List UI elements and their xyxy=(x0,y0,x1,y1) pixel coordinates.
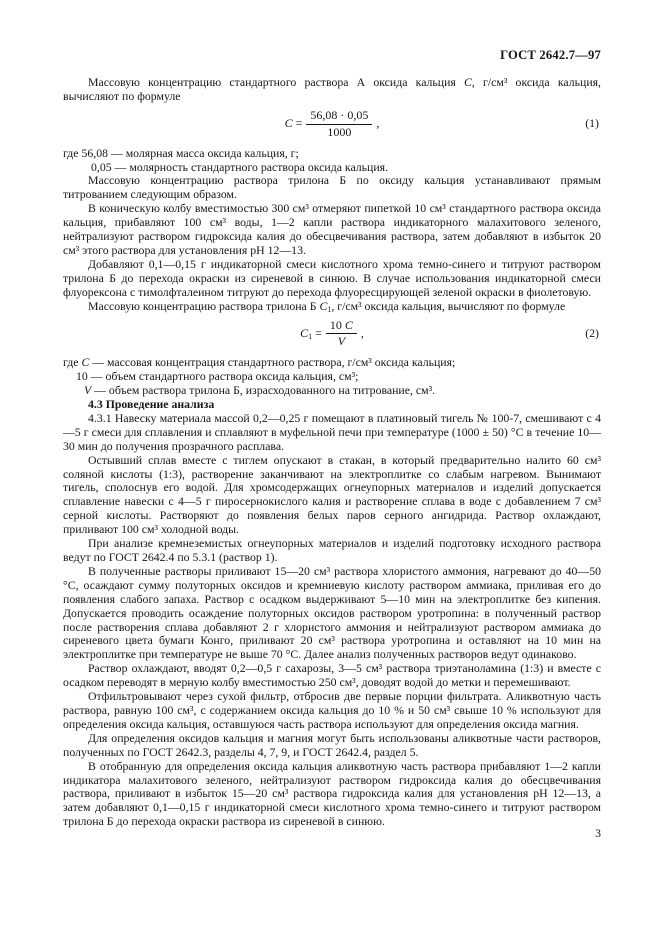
paragraph: Отфильтровывают через сухой фильтр, отбросив две первые порции фильтрата. Аликвотную часть раствора, равную 100 см³, с содержанием оксида кальция до 10 % и 50 см³ свыше 10 % используют для определения оксида кальция, оставшуюся часть раствора используют для определения оксида магния. xyxy=(63,689,601,731)
where-list-2-line-2 xyxy=(63,370,601,384)
dash: — xyxy=(114,159,127,174)
variable-base: С xyxy=(319,298,328,313)
formula-1-lhs: С xyxy=(284,115,293,130)
formula-2-lhs xyxy=(300,326,312,340)
paragraph: В отобранную для определения оксида кальция аликвотную часть раствора прибавляют 1—2 капли индикатора малахитового зеленого, нейтрализуют раствором гидроксида калия до обесцвечивания раствора, приливают в избыток 15—20 см³ раствора гидроксида калия для установления рН 12—13, а затем добавляют 0,1—0,15 г индикаторной смеси кислотного хрома темно-синего и титруют раствором трилона Б до перехода окраски раствора из сиреневой в синюю. xyxy=(63,758,601,829)
text-run: , г/см³ оксида кальция, вычисляют по формуле xyxy=(331,298,566,313)
paragraph: 4.3.1 Навеску материала массой 0,2—0,25 г помещают в платиновый тигель № 100-7, смешивают с 4—5 г смеси для сплавления и сплавляют в муфельной печи при температуре (1000 ± 50) °С в течение 10—30 мин до получения прозрачного расплава. xyxy=(63,410,601,453)
section-heading-4-3: 4.3 Проведение анализа xyxy=(88,397,215,412)
standard-number: ГОСТ 2642.7—97 xyxy=(500,48,601,62)
document-body xyxy=(63,76,601,829)
denominator: 1000 xyxy=(327,124,352,139)
variable-c1 xyxy=(319,299,331,313)
text-run: Массовую концентрацию стандартного раствора А оксида кальция xyxy=(88,75,456,89)
dash: — xyxy=(110,145,123,160)
where-label: где xyxy=(63,145,79,160)
paragraph-intro-formula-2 xyxy=(63,300,601,314)
paragraph: Для определения оксидов кальция и магния могут быть использованы аликвотные части растворов, полученных по ГОСТ 2642.3, разделы 4, 7, 9, и ГОСТ 2642.4, раздел 5. xyxy=(63,730,601,759)
fraction xyxy=(326,319,357,350)
where-label: где xyxy=(63,355,79,370)
where-definition: массовая концентрация стандартного раствора, г/см³ оксида кальция; xyxy=(107,355,456,370)
numerator xyxy=(326,319,357,335)
where-term: V xyxy=(84,383,92,398)
where-term: 0,05 xyxy=(91,159,112,174)
where-list-2-line-1 xyxy=(63,356,601,370)
paragraph-intro-formula-1 xyxy=(63,76,601,104)
where-definition: объем стандартного раствора оксида кальция, см³; xyxy=(105,369,359,384)
equals-sign: = xyxy=(295,115,303,130)
formula-2-expression xyxy=(300,319,364,350)
comma: , xyxy=(360,325,364,340)
text-run: Массовую концентрацию раствора трилона Б xyxy=(88,298,317,313)
paragraph: В коническую колбу вместимостью 300 см³ отмеряют пипеткой 10 см³ стандартного раствора оксида кальция, прибавляют 100 см³ воды, 1—2 капли раствора индикаторного малахитового зеленого, нейтрализуют раствором гидроксида калия до обесцвечивания раствора, затем добавляют в избыток 20 см³ этого раствора для установления рН 12—13. xyxy=(63,201,601,257)
dash: — xyxy=(94,383,106,398)
paragraph: В полученные растворы приливают 15—20 см³ раствора хлористого аммония, нагревают до 40—50 °С, осаждают сумму полуторных оксидов и кремниевую кислоту раствором аммиака, приливая его до появления слабого запаха. Раствор с осадком выдерживают 5—10 мин на электроплитке без кипения. Допускается проводить осаждение полуторных оксидов раствором уротропина: в полученный раствор после растворения сплава добавляют 2 г хлористого аммония и нейтрализуют раствором аммиака до сиреневого цвета бумаги Конго, приливают 20 см³ раствора уротропина и оставляют на 10 мин на электроплитке при температуре не выше 70 °С. Далее анализ полученных растворов ведут одинаково. xyxy=(63,563,601,662)
lhs-base: С xyxy=(300,325,309,340)
denominator: V xyxy=(337,334,346,349)
numerator-variable: С xyxy=(344,317,353,332)
where-list-1-line-1 xyxy=(63,147,601,161)
paragraph: Остывший сплав вместе с тиглем опускают в стакан, в который предварительно налито 60 см³ соляной кислоты (1:3), растворение заканчивают на электроплитке со слабым нагревом. Вынимают тигель, сполоснув его водой. Для хромсодержащих огнеупорных материалов и изделий допускается сплавление навески с 4—5 г пиросернокислого калия и растворение сплава в воде с добавлением 7 см³ серной кислоты. Растворяют до появления белых паров серного ангидрида. Раствор охлаждают, приливают 100 см³ холодной воды. xyxy=(63,452,601,537)
paragraph: Раствор охлаждают, вводят 0,2—0,5 г сахарозы, 3—5 см³ раствора триэтаноламина (1:3) и вместе с осадком переводят в мерную колбу вместимостью 250 см³, доводят водой до метки и перемешивают. xyxy=(63,661,601,690)
page-header xyxy=(63,48,601,63)
equals-sign: = xyxy=(315,325,322,340)
variable-subscript: 1 xyxy=(327,304,332,314)
formula-2 xyxy=(63,319,601,350)
variable-c: С xyxy=(464,75,472,89)
fraction xyxy=(306,109,372,140)
dash: — xyxy=(92,355,105,370)
where-term: С xyxy=(81,355,90,370)
where-term: 10 xyxy=(76,369,88,384)
formula-2-number: (2) xyxy=(585,325,599,340)
paragraph: При анализе кремнеземистых огнеупорных материалов и изделий подготовку исходного раствора ведут по ГОСТ 2642.4 по 5.3.1 (раствор 1). xyxy=(63,536,601,564)
comma: , xyxy=(376,115,380,130)
where-definition: объем раствора трилона Б, израсходованного на титрование, см³. xyxy=(108,383,436,398)
formula-1-number: (1) xyxy=(585,116,599,131)
dash: — xyxy=(90,369,103,384)
where-definition: молярность стандартного раствора оксида кальция. xyxy=(129,159,389,174)
numerator-coefficient: 10 xyxy=(329,317,342,332)
formula-1 xyxy=(63,109,601,140)
formula-1-expression xyxy=(285,109,380,140)
where-term: 56,08 xyxy=(81,145,108,160)
numerator: 56,08 · 0,05 xyxy=(306,109,372,125)
where-list-1-line-2 xyxy=(63,161,601,175)
lhs-subscript: 1 xyxy=(308,331,313,341)
text-run: , г/см³ оксида кальция, вычисляют по формуле xyxy=(63,75,602,103)
page-number: 3 xyxy=(595,826,601,840)
paragraph: Массовую концентрацию раствора трилона Б по оксиду кальция устанавливают прямым титрованием следующим образом. xyxy=(63,173,601,202)
where-definition: молярная масса оксида кальция, г; xyxy=(125,145,299,160)
where-list-2-line-3 xyxy=(63,384,601,398)
paragraph: Добавляют 0,1—0,15 г индикаторной смеси кислотного хрома темно-синего и титруют раствором трилона Б до перехода окраски из сиреневой в синюю. В случае использования индикаторной смеси флуорексона с тимолфталеином титруют до перехода флуоресцирующей зеленой окраски в фиолетовую. xyxy=(63,256,601,299)
